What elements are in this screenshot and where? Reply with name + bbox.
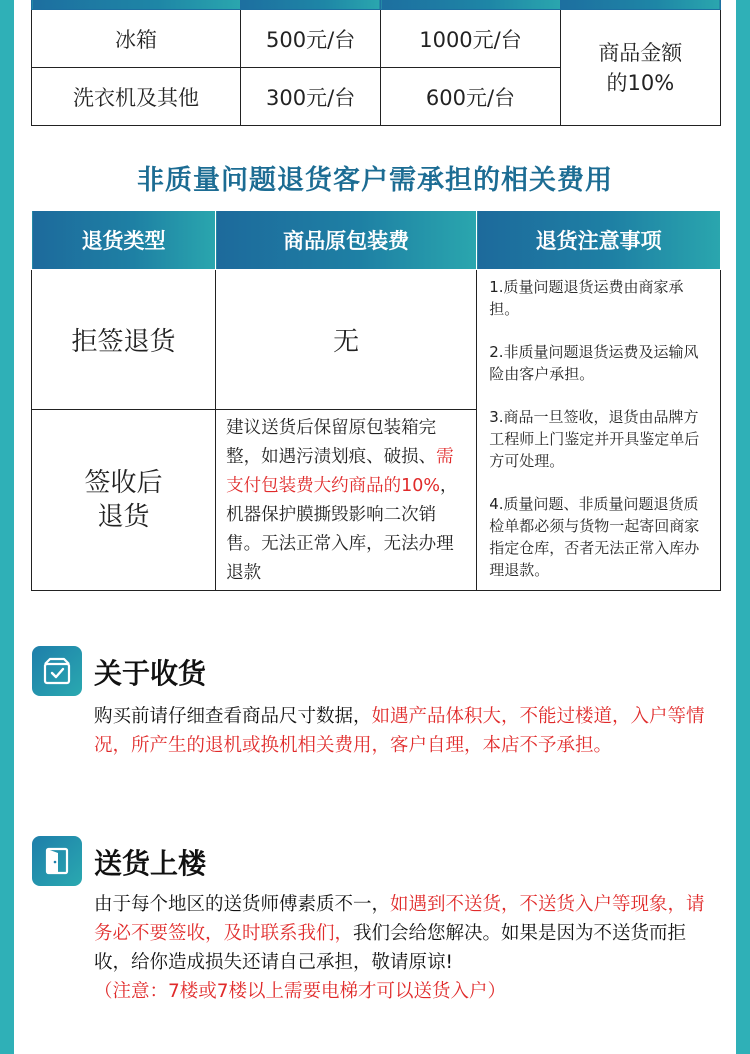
return-type-cell [32,410,216,591]
return-type-line: 签收后 [84,468,163,498]
return-type-cell: 拒签退货 [32,270,216,410]
price-cell: 300元/台 [240,68,380,126]
product-name: 冰箱 [32,10,241,68]
delivery-text [94,890,714,1006]
content-card [14,0,736,1054]
delivery-text-red: 如遇到不送货，不送货入户等现象，请务必不要签收，及时联系我们， [94,894,705,944]
receiving-text-red: 如遇产品体积大，不能过楼道，入户等情况，所产生的退机或换机相关费用，客户自理，本店不予承担。 [94,706,705,756]
note-item: 2.非质量问题退货运费及运输风险由客户承担。 [489,343,699,383]
install-fee-table [31,0,721,126]
receiving-text [94,702,714,760]
fee-text: ，机器保护膜撕毁影响二次销售。无法正常入库，无法办理退款 [226,476,458,583]
delivery-text-black: 我们会给您解决。如果是因为不送货而拒收，给你造成损失还请自己承担，敬请原谅! [94,923,687,973]
delivery-text-black: 由于每个地区的送货师傅素质不一， [94,894,391,915]
door-icon [32,836,82,886]
header-packaging-fee: 商品原包装费 [216,211,477,270]
fee-text-red: 需支付包装费大约商品的10% [226,447,454,496]
section-title: 非质量问题退货客户需承担的相关费用 [137,165,613,196]
fee-cell: 无 [216,270,477,410]
price-cell: 1000元/台 [381,10,560,68]
table-row [32,10,721,68]
merged-percent-cell [560,10,720,126]
left-border [0,0,14,1054]
receiving-title: 关于收货 [94,657,207,690]
price-cell: 500元/台 [240,10,380,68]
fee-text: 建议送货后保留原包装箱完整，如遇污渍划痕、破损、 [226,418,437,467]
table-header-strip [32,0,721,10]
return-type-line: 退货 [97,502,150,532]
table-header-row [32,211,721,270]
merged-line: 商品金额 [598,40,683,65]
header-return-type: 退货类型 [32,211,216,270]
right-border [736,0,750,1054]
merged-line: 的10% [606,70,675,95]
box-check-icon [32,646,82,696]
header-notes: 退货注意事项 [477,211,721,270]
delivery-note: （注意：7楼或7楼以上需要电梯才可以送货入户） [94,981,507,1002]
price-cell: 600元/台 [381,68,560,126]
product-name: 洗衣机及其他 [32,68,241,126]
return-fee-table [31,210,721,591]
note-item: 1.质量问题退货运费由商家承担。 [489,278,684,318]
fee-cell [216,410,477,591]
notes-cell [477,270,721,591]
receiving-text-black: 购买前请仔细查看商品尺寸数据， [94,706,372,727]
delivery-title: 送货上楼 [94,847,207,880]
table-row [32,270,721,410]
note-item: 3.商品一旦签收，退货由品牌方工程师上门鉴定并开具鉴定单后方可处理。 [489,408,700,470]
note-item: 4.质量问题、非质量问题退货质检单都必须与货物一起寄回商家指定仓库，否者无法正常入库办理退款。 [489,495,700,579]
